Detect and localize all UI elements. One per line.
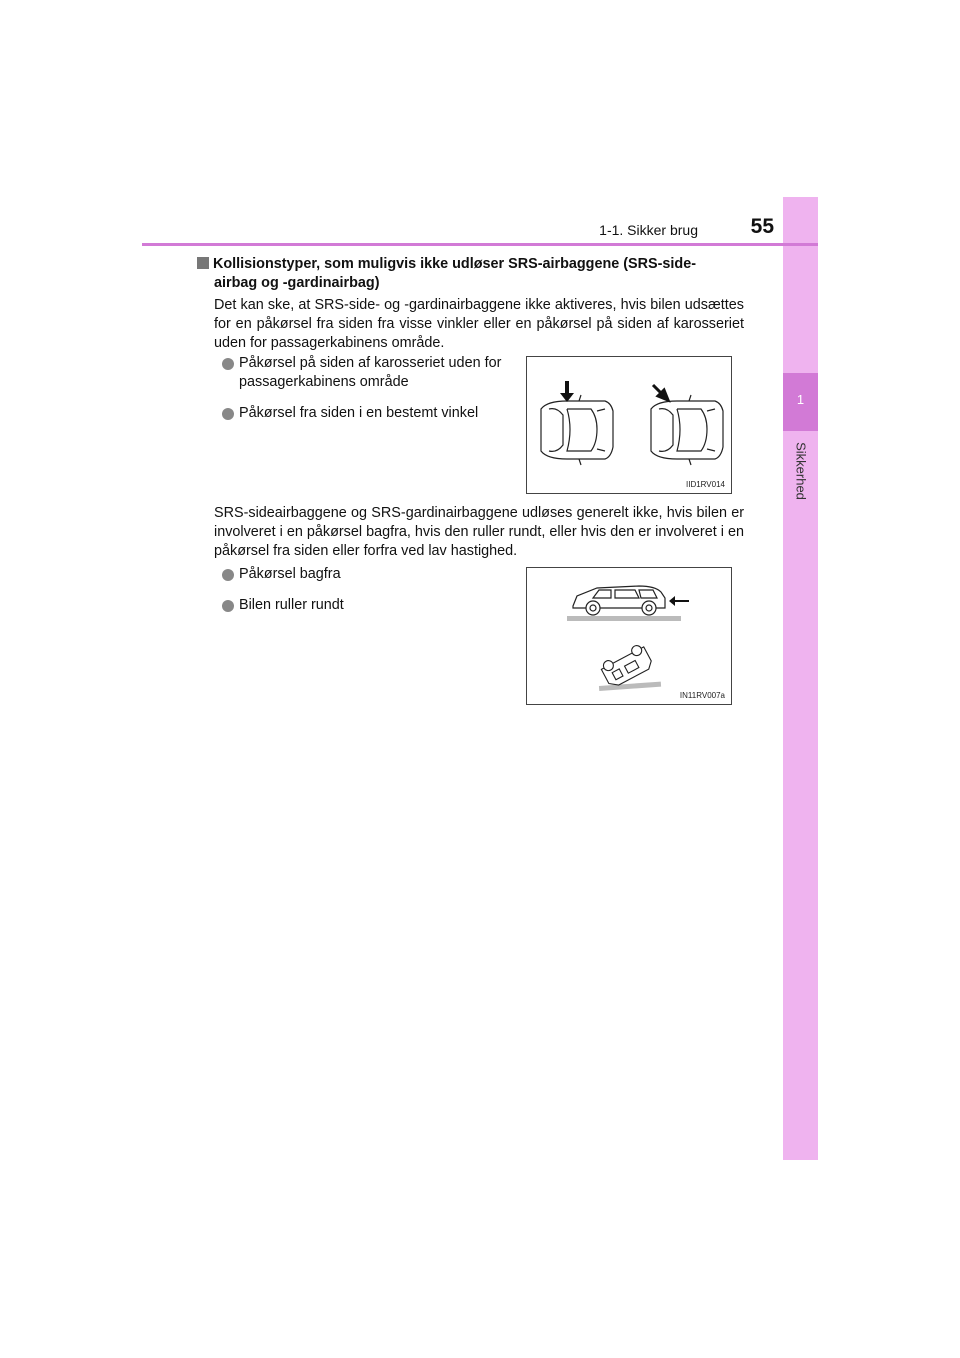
suv-side-view-icon <box>573 586 665 615</box>
section-heading <box>197 255 752 293</box>
bullet-dot-icon <box>222 600 234 612</box>
list-item-text: Bilen ruller rundt <box>239 597 344 613</box>
car-top-view-right-icon <box>651 395 723 465</box>
list-item-text: Påkørsel fra siden i en bestemt vinkel <box>239 405 479 421</box>
running-header-section: 1-1. Sikker brug <box>599 222 698 238</box>
general-paragraph: SRS-sideairbaggene og SRS-gardinairbaggene udløses generelt ikke, hvis bilen er involveret i en påkørsel bagfra, hvis den ruller rundt, eller hvis den er involveret i en påkørsel fra siden eller forfra ved lav hastighed. <box>214 505 744 559</box>
chapter-title-text: Sikkerhed <box>793 442 809 500</box>
impact-arrow-straight-icon <box>560 381 574 402</box>
rear-impact-rollover-illustration <box>526 567 732 705</box>
header-rule <box>142 243 818 246</box>
list-item <box>222 354 512 392</box>
list-item <box>222 596 512 615</box>
road-surface-icon <box>567 616 681 621</box>
side-impact-illustration <box>526 356 732 494</box>
list-item-text: Påkørsel på siden af karosseriet uden for passagerkabinens område <box>239 355 502 390</box>
side-impact-drawing <box>527 357 731 493</box>
bullet-dot-icon <box>222 408 234 420</box>
rear-impact-rollover-drawing <box>527 568 731 704</box>
rear-impact-arrow-icon <box>669 596 689 606</box>
bullet-dot-icon <box>222 358 234 370</box>
impact-arrow-angled-icon <box>653 385 668 400</box>
bullet-dot-icon <box>222 569 234 581</box>
list-item <box>222 565 512 584</box>
general-bullet-list <box>222 565 512 627</box>
figure-code: IN11RV007a <box>679 691 725 700</box>
intro-paragraph: Det kan ske, at SRS-side- og -gardinairbaggene ikke aktiveres, hvis bilen udsættes for en påkørsel fra siden fra visse vinkler eller en påkørsel på siden af karosseriet uden for passagerkabinens område. <box>214 297 744 351</box>
list-item-text: Påkørsel bagfra <box>239 566 341 582</box>
chapter-number: 1 <box>796 392 805 407</box>
page-number: 55 <box>750 215 774 238</box>
no-deploy-bullet-list <box>222 354 512 435</box>
list-item <box>222 404 512 423</box>
chapter-side-tab <box>783 197 818 1160</box>
figure-code: IID1RV014 <box>686 480 725 489</box>
car-top-view-left-icon <box>541 395 613 465</box>
overturned-car-icon <box>599 642 654 688</box>
heading-line-1: Kollisionstyper, som muligvis ikke udløser SRS-airbaggene (SRS-side- <box>213 256 697 272</box>
square-bullet-icon <box>197 257 209 269</box>
heading-line-2: airbag og -gardinairbag) <box>214 275 380 291</box>
chapter-title <box>789 438 813 504</box>
